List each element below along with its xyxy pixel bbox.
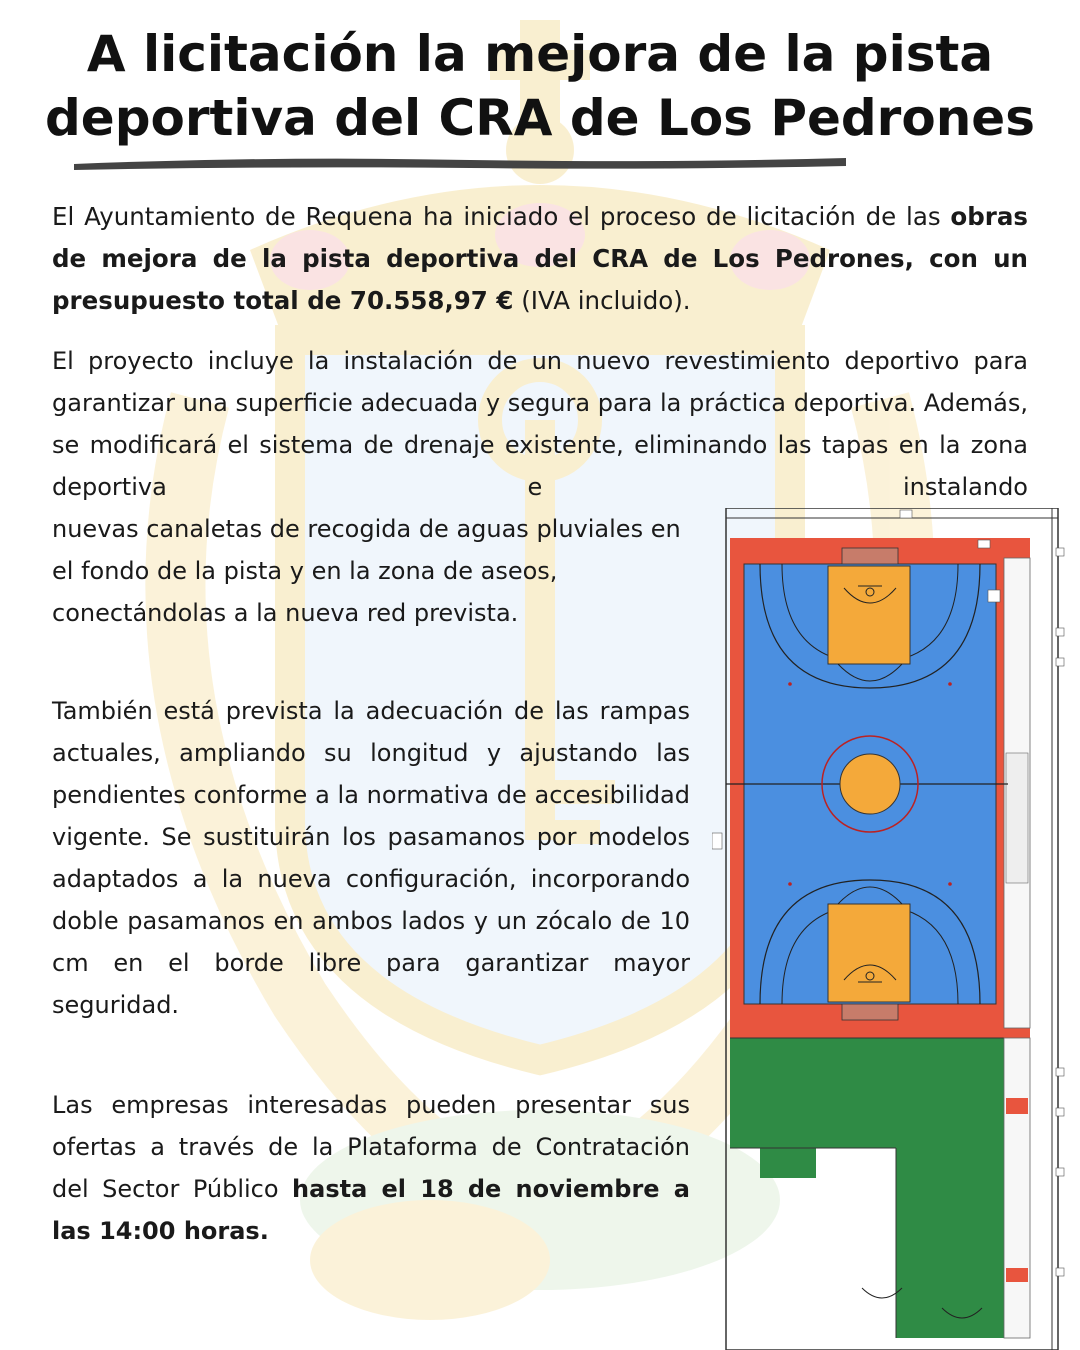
top-key <box>828 566 910 664</box>
brush-underline <box>70 150 850 176</box>
project-paragraph-continued <box>52 508 692 634</box>
project-text-continued: nuevas canaletas de recogida de aguas pluviales en el fondo de la pista y en la zona de aseos, conectándolas a la nueva red prevista. <box>52 515 681 627</box>
intro-highlight: obras de mejora de la pista deportiva del CRA de Los Pedrones, con un presupuesto total de 70.558,97 € <box>52 202 1028 315</box>
bottom-key <box>828 904 910 1002</box>
project-paragraph <box>52 340 1028 508</box>
page-title <box>40 22 1040 150</box>
title-line-1: A licitación la mejora de la pista <box>86 25 994 83</box>
intro-text-end: (IVA incluido). <box>513 286 691 315</box>
intro-paragraph <box>52 196 1028 322</box>
title-line-2: deportiva del CRA de Los Pedrones <box>45 89 1035 147</box>
deadline-text: Las empresas interesadas pueden presentar sus ofertas a través de la Plataforma de Contratación del Sector Público <box>52 1091 690 1203</box>
deadline-highlight: hasta el 18 de noviembre a las 14:00 horas. <box>52 1175 691 1245</box>
court-floor-plan <box>712 508 1068 1350</box>
ramps-text: También está prevista la adecuación de las rampas actuales, ampliando su longitud y ajustando las pendientes conforme a la normativa de accesibilidad vigente. Se sustituirán los pasamanos por modelos adaptados a la nueva configuración, incorporando doble pasamanos en ambos lados y un zócalo de 10 cm en el borde libre para garantizar mayor seguridad. <box>52 697 690 1019</box>
project-text: El proyecto incluye la instalación de un nuevo revestimiento deportivo para garantizar una superficie adecuada y segura para la práctica deportiva. Además, se modificará el sistema de drenaje existente, eliminando las tapas en la zona deportiva e instalando <box>52 347 1028 501</box>
intro-text: El Ayuntamiento de Requena ha iniciado el proceso de licitación de las <box>52 202 951 231</box>
lower-green-area <box>730 1038 1004 1148</box>
ramps-paragraph <box>52 690 690 1026</box>
deadline-paragraph <box>52 1084 690 1252</box>
